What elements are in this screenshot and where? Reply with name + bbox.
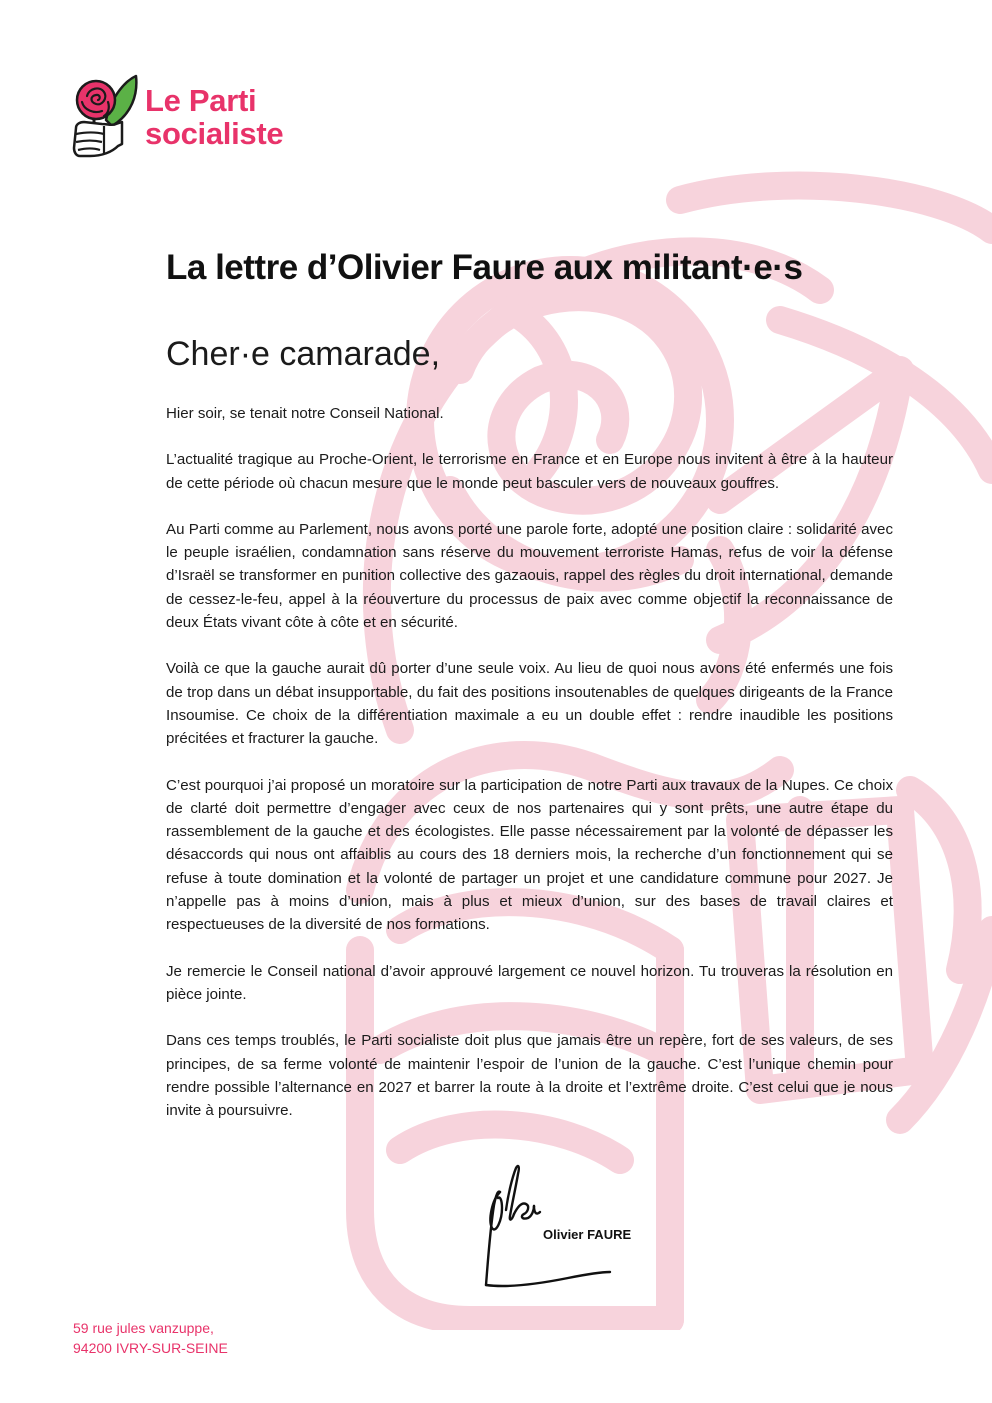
brand-line-2: socialiste xyxy=(145,116,284,151)
paragraph: Hier soir, se tenait notre Conseil National. xyxy=(166,405,444,422)
paragraph: C’est pourquoi j’ai proposé un moratoire sur la participation de notre Parti aux travaux de la Nupes. Ce choix de clarté doit permettre d’engager avec ceux de nos partenaires qui y sont prêts, une autre étape du rassemblement de la gauche et des écologistes. Elle passe nécessairement par la volonté de dépasser les désaccords qui nous ont affaiblis au cours des 18 derniers mois, la recherche d’un fonctionnement qui se refuse à toute domination et la volonté de partager un projet et une candidature commune pour 2027. Je n’appelle pas à moins d’union, mais à plus et mieux d’union, sur des bases de travail claires et respectueuses de la diversité de nos formations. xyxy=(166,776,893,934)
paragraph: Voilà ce que la gauche aurait dû porter d’une seule voix. Au lieu de quoi nous avons été enfermés une fois de trop dans un débat insupportable, du fait des positions insoutenables de quelques dirigeants de la France Insoumise. Ce choix de la différentiation maximale a eu un double effet : rendre inaudible les positions précitées et fracturer la gauche. xyxy=(166,660,893,748)
paragraph: Dans ces temps troublés, le Parti socialiste doit plus que jamais être un repère, fort de ses valeurs, de ses principes, de sa ferme volonté de maintenir l’espoir de l’union de la gauche. C’est l’unique chemin pour rendre possible l’alternance en 2027 et barrer la route à la droite et l’extrême droite. C’est celui que je nous invite à poursuivre. xyxy=(166,1032,893,1120)
rose-in-fist-logo-icon xyxy=(72,74,138,160)
letter-title: La lettre d’Olivier Faure aux militant·e·s xyxy=(166,248,803,287)
paragraph: Au Parti comme au Parlement, nous avons porté une parole forte, adopté une position claire : solidarité avec le peuple israélien, condamnation sans réserve du mouvement terroriste Hamas, refus de voir la défense d’Israël se transformer en punition collective des gazaouis, rappel des règles du droit international, demande de cessez-le-feu, appel à la réouverture du processus de paix avec comme objectif la reconnaissance de deux États vivant côte à côte et en sécurité. xyxy=(166,520,893,632)
paragraph: L’actualité tragique au Proche-Orient, le terrorisme en France et en Europe nous invitent à être à la hauteur de cette période où chacun mesure que le monde peut basculer vers de nouveaux gouffres. xyxy=(166,451,893,492)
letter-body xyxy=(166,402,893,1145)
address-line-1: 59 rue jules vanzuppe, xyxy=(73,1320,214,1336)
signer-name: Olivier FAURE xyxy=(543,1227,632,1242)
letter-greeting: Cher·e camarade, xyxy=(166,335,441,373)
brand-line-1: Le Parti xyxy=(145,83,257,118)
party-wordmark xyxy=(145,84,283,150)
paragraph: Je remercie le Conseil national d’avoir approuvé largement ce nouvel horizon. Tu trouveras la résolution en pièce jointe. xyxy=(166,962,893,1003)
address-line-2: 94200 IVRY-SUR-SEINE xyxy=(73,1340,228,1356)
footer-address xyxy=(73,1318,228,1358)
